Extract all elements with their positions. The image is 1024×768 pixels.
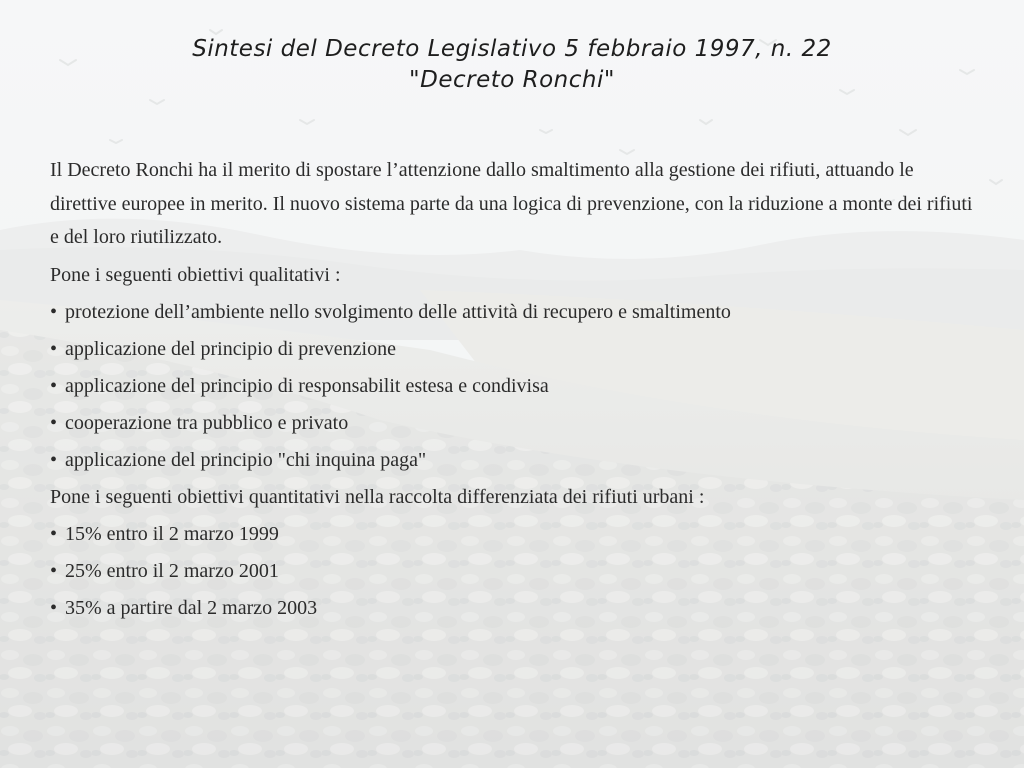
title-line-1: Sintesi del Decreto Legislativo 5 febbraio 1997, n. 22	[192, 36, 832, 62]
qualitative-item	[50, 368, 980, 405]
title-line-2: "Decreto Ronchi"	[409, 67, 615, 93]
bullet-mark: •	[50, 559, 58, 582]
bullet-mark: •	[50, 300, 58, 323]
bullet-mark: •	[50, 337, 58, 360]
qualitative-item-text: applicazione del principio di prevenzione	[65, 337, 396, 360]
quantitative-item-text: 15% entro il 2 marzo 1999	[65, 522, 279, 545]
quantitative-item	[50, 516, 980, 553]
qualitative-item	[50, 405, 980, 442]
intro-paragraph: Il Decreto Ronchi ha il merito di spostare l’attenzione dallo smaltimento alla gestione dei rifiuti, attuando le direttive europee in merito. Il nuovo sistema parte da una logica di prevenzione, con la riduzione a monte dei rifiuti e del loro riutilizzato.	[50, 159, 973, 248]
slide-title	[0, 34, 1024, 96]
bullet-mark: •	[50, 374, 58, 397]
qualitative-item	[50, 442, 980, 479]
qualitative-item-text: applicazione del principio di responsabilit estesa e condivisa	[65, 374, 549, 397]
qualitative-item	[50, 294, 980, 331]
quantitative-item	[50, 590, 980, 627]
bullet-mark: •	[50, 596, 58, 619]
quantitative-heading: Pone i seguenti obiettivi quantitativi nella raccolta differenziata dei rifiuti urbani :	[50, 485, 705, 508]
qualitative-item-text: applicazione del principio "chi inquina paga"	[65, 448, 427, 471]
bullet-mark: •	[50, 448, 58, 471]
bullet-mark: •	[50, 522, 58, 545]
slide-body	[50, 154, 980, 627]
qualitative-heading: Pone i seguenti obiettivi qualitativi :	[50, 263, 341, 286]
quantitative-item	[50, 553, 980, 590]
bullet-mark: •	[50, 411, 58, 434]
qualitative-item-text: protezione dell’ambiente nello svolgimento delle attività di recupero e smaltimento	[65, 300, 731, 323]
quantitative-item-text: 25% entro il 2 marzo 2001	[65, 559, 279, 582]
quantitative-item-text: 35% a partire dal 2 marzo 2003	[65, 596, 318, 619]
qualitative-item-text: cooperazione tra pubblico e privato	[65, 411, 349, 434]
qualitative-item	[50, 331, 980, 368]
